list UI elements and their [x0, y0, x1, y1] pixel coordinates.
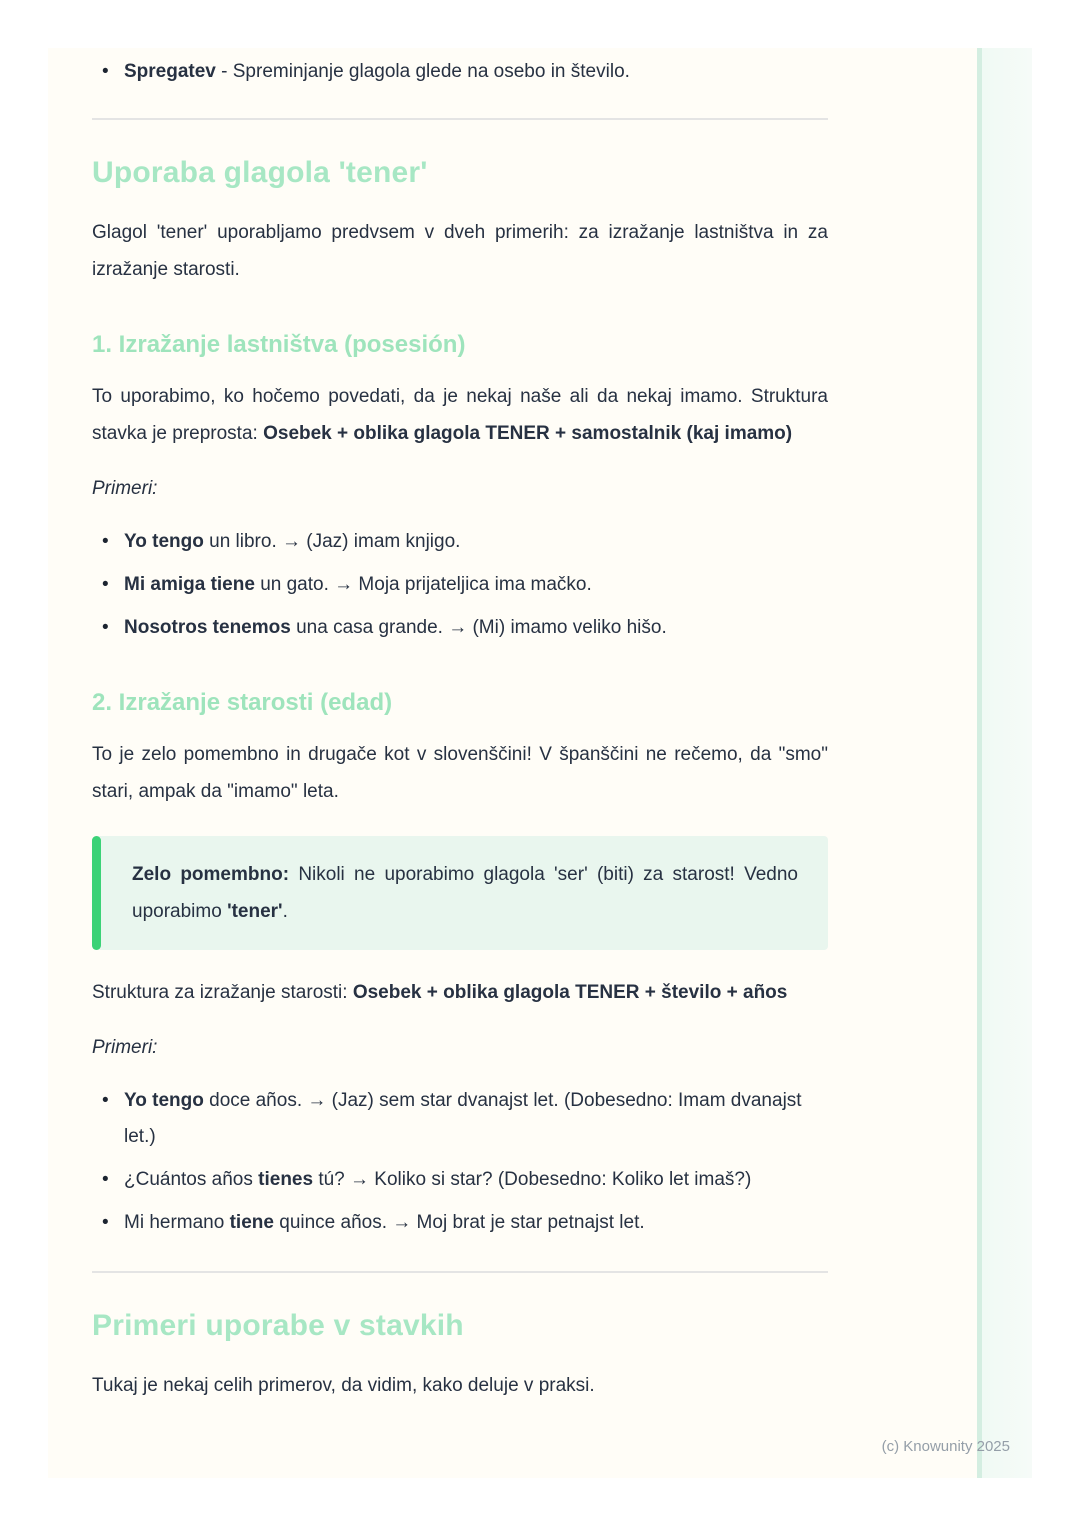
- paragraph-possession-body: To uporabimo, ko hočemo povedati, da je nekaj naše ali da nekaj imamo. Struktura stavka je preprosta: Osebek + oblika glagola TENER + samostalnik (kaj imamo): [92, 386, 828, 444]
- subsection-title-age: 2. Izražanje starosti (edad): [92, 689, 393, 716]
- paragraph-age-body: To je zelo pomembno in drugače kot v slovenščini! V španščini ne rečemo, da "smo" stari, ampak da "imamo" leta.: [92, 744, 828, 802]
- examples-label: Primeri:: [92, 1037, 158, 1058]
- section-title-sentences: Primeri uporabe v stavkih: [92, 1309, 464, 1342]
- document-content: [92, 48, 828, 1404]
- page-margin-strip: [977, 48, 1032, 1478]
- examples-label: Primeri:: [92, 478, 158, 499]
- list-item: • Yo tengo un libro. → (Jaz) imam knjigo.: [92, 524, 828, 560]
- important-callout: [92, 836, 828, 950]
- paragraph-age-structure: Struktura za izražanje starosti: Osebek + oblika glagola TENER + število + años: [92, 982, 788, 1003]
- section-divider: [92, 1271, 828, 1273]
- list-item: • ¿Cuántos años tienes tú? → Koliko si star? (Dobesedno: Koliko let imaš?): [92, 1162, 828, 1198]
- age-examples-list: [92, 1083, 828, 1241]
- list-item: • Nosotros tenemos una casa grande. → (Mi) imamo veliko hišo.: [92, 610, 828, 646]
- possession-examples-list: [92, 524, 828, 646]
- list-item: • Yo tengo doce años. → (Jaz) sem star dvanajst let. (Dobesedno: Imam dvanajst let.): [92, 1083, 828, 1155]
- callout-accent-bar: [92, 836, 101, 950]
- list-item: • Mi hermano tiene quince años. → Moj brat je star petnajst let.: [92, 1205, 828, 1241]
- intro-bullet-list: [92, 54, 828, 90]
- paragraph-sentences-intro: Tukaj je nekaj celih primerov, da vidim, kako deluje v praksi.: [92, 1375, 595, 1396]
- document-page: [48, 48, 1032, 1478]
- subsection-title-possession: 1. Izražanje lastništva (posesión): [92, 331, 466, 358]
- callout-text: Zelo pomembno: Nikoli ne uporabimo glagola 'ser' (biti) za starost! Vedno uporabimo 'tener'.: [132, 864, 798, 922]
- list-item: • Mi amiga tiene un gato. → Moja prijateljica ima mačko.: [92, 567, 828, 603]
- paragraph-usage-intro: Glagol 'tener' uporabljamo predvsem v dveh primerih: za izražanje lastništva in za izražanje starosti.: [92, 222, 828, 280]
- list-item: • Spregatev - Spreminjanje glagola glede na osebo in število.: [92, 54, 828, 90]
- footer-copyright: (c) Knowunity 2025: [881, 1438, 1010, 1455]
- section-divider: [92, 118, 828, 120]
- section-title-usage: Uporaba glagola 'tener': [92, 156, 428, 189]
